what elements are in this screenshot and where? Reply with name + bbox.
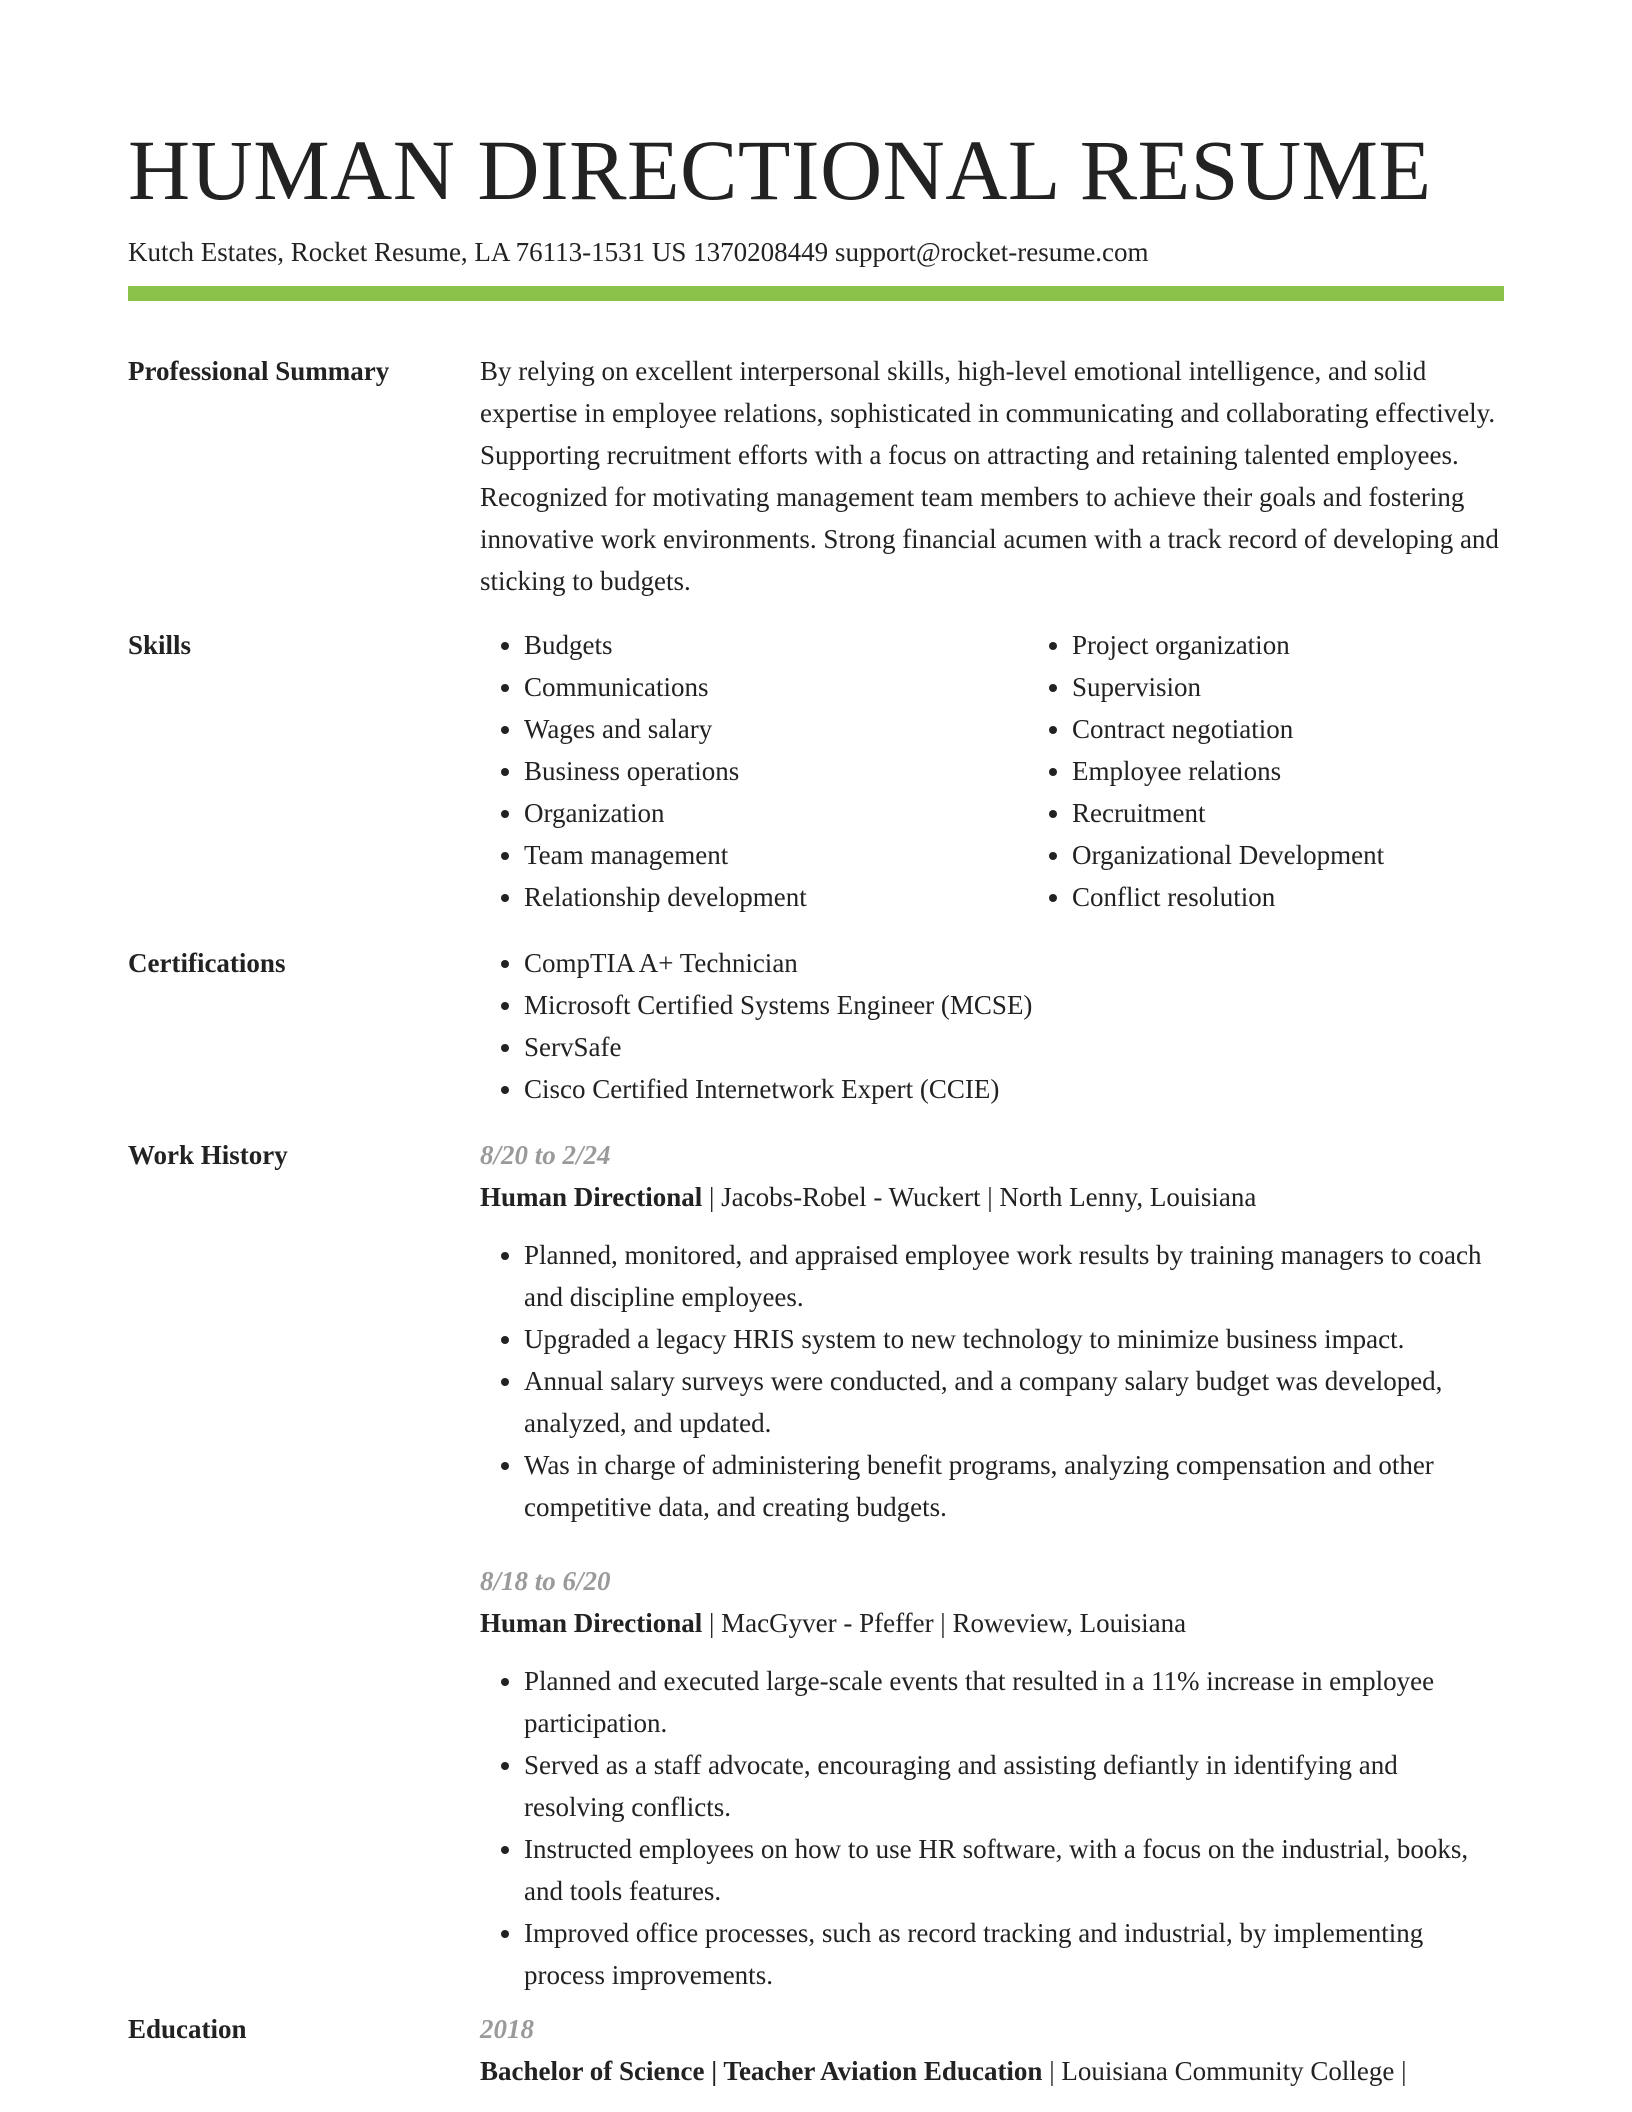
education-body (480, 2008, 1504, 2092)
job-title: Human Directional (480, 1608, 703, 1638)
contact-line: Kutch Estates, Rocket Resume, LA 76113-1531 US 1370208449 support@rocket-resume.com (128, 237, 1149, 267)
resume-header (128, 118, 1504, 272)
education-year: 2018 (480, 2014, 534, 2044)
resume-name: HUMAN DIRECTIONAL RESUME (128, 122, 1432, 218)
skill-item: • Supervision (1072, 666, 1576, 708)
job-bullet: • Annual salary surveys were conducted, and a company salary budget was developed, analyzed, and updated. (524, 1360, 1504, 1444)
work-history-body (480, 1134, 1504, 2008)
skills-left-list (480, 624, 1028, 918)
job-dates: 8/18 to 6/20 (480, 1566, 611, 1596)
summary-heading: Professional Summary (128, 356, 390, 386)
skill-item: • Conflict resolution (1072, 876, 1576, 918)
education-school: | Louisiana Community College | (1042, 2056, 1407, 2086)
skills-section (128, 624, 1504, 918)
job-title-line (480, 1602, 1504, 1644)
job-title-line (480, 1176, 1504, 1218)
work-history-section (128, 1134, 1504, 2008)
skills-columns (480, 624, 1576, 918)
skill-item: • Employee relations (1072, 750, 1576, 792)
job-dates: 8/20 to 2/24 (480, 1140, 611, 1170)
work-history-heading: Work History (128, 1140, 288, 1170)
job-bullet: • Instructed employees on how to use HR software, with a focus on the industrial, books, and tools features. (524, 1828, 1504, 1912)
skill-item: • Organizational Development (1072, 834, 1576, 876)
certification-item: • Microsoft Certified Systems Engineer (MCSE) (524, 984, 1504, 1026)
job-bullet: • Planned and executed large-scale events that resulted in a 11% increase in employee participation. (524, 1660, 1504, 1744)
job-bullets (480, 1234, 1504, 1528)
skill-item: • Team management (524, 834, 1028, 876)
job-bullet: • Planned, monitored, and appraised employee work results by training managers to coach and discipline employees. (524, 1234, 1504, 1318)
job-bullet: • Improved office processes, such as record tracking and industrial, by implementing process improvements. (524, 1912, 1504, 1996)
job-details: | Jacobs-Robel - Wuckert | North Lenny, Louisiana (702, 1182, 1257, 1212)
certifications-heading: Certifications (128, 948, 286, 978)
job-bullets (480, 1660, 1504, 1996)
skills-heading: Skills (128, 630, 192, 660)
skill-item: • Wages and salary (524, 708, 1028, 750)
certifications-list (480, 942, 1504, 1110)
skill-item: • Project organization (1072, 624, 1576, 666)
skill-item: • Business operations (524, 750, 1028, 792)
skill-item: • Contract negotiation (1072, 708, 1576, 750)
summary-section (128, 350, 1504, 602)
certification-item: • ServSafe (524, 1026, 1504, 1068)
certification-item: • CompTIA A+ Technician (524, 942, 1504, 984)
skills-right-list (1028, 624, 1576, 918)
certifications-section (128, 942, 1504, 1110)
certifications-body (480, 942, 1504, 1110)
job-entry (480, 1134, 1504, 1528)
summary-text: By relying on excellent interpersonal skills, high-level emotional intelligence, and solid expertise in employee relations, sophisticated in communicating and collaborating effectively. Supporting recruitment efforts with a focus on attracting and retaining talented employees. Recognized for motivating management team members to achieve their goals and fostering innovative work environments. Strong financial acumen with a track record of developing and sticking to budgets. (480, 356, 1499, 596)
header-divider (128, 286, 1504, 301)
job-title: Human Directional (480, 1182, 703, 1212)
skill-item: • Relationship development (524, 876, 1028, 918)
job-entry (480, 1560, 1504, 1996)
job-bullet: • Was in charge of administering benefit programs, analyzing compensation and other competitive data, and creating budgets. (524, 1444, 1504, 1528)
education-line (480, 2050, 1504, 2092)
education-degree: Bachelor of Science | Teacher Aviation Education (480, 2056, 1043, 2086)
job-bullet: • Served as a staff advocate, encouraging and assisting defiantly in identifying and resolving conflicts. (524, 1744, 1504, 1828)
education-heading: Education (128, 2014, 247, 2044)
skill-item: • Recruitment (1072, 792, 1576, 834)
resume-content (128, 350, 1504, 2092)
skill-item: • Budgets (524, 624, 1028, 666)
skill-item: • Communications (524, 666, 1028, 708)
certification-item: • Cisco Certified Internetwork Expert (CCIE) (524, 1068, 1504, 1110)
education-section (128, 2008, 1504, 2092)
job-details: | MacGyver - Pfeffer | Roweview, Louisiana (702, 1608, 1187, 1638)
job-bullet: • Upgraded a legacy HRIS system to new technology to minimize business impact. (524, 1318, 1504, 1360)
skill-item: • Organization (524, 792, 1028, 834)
